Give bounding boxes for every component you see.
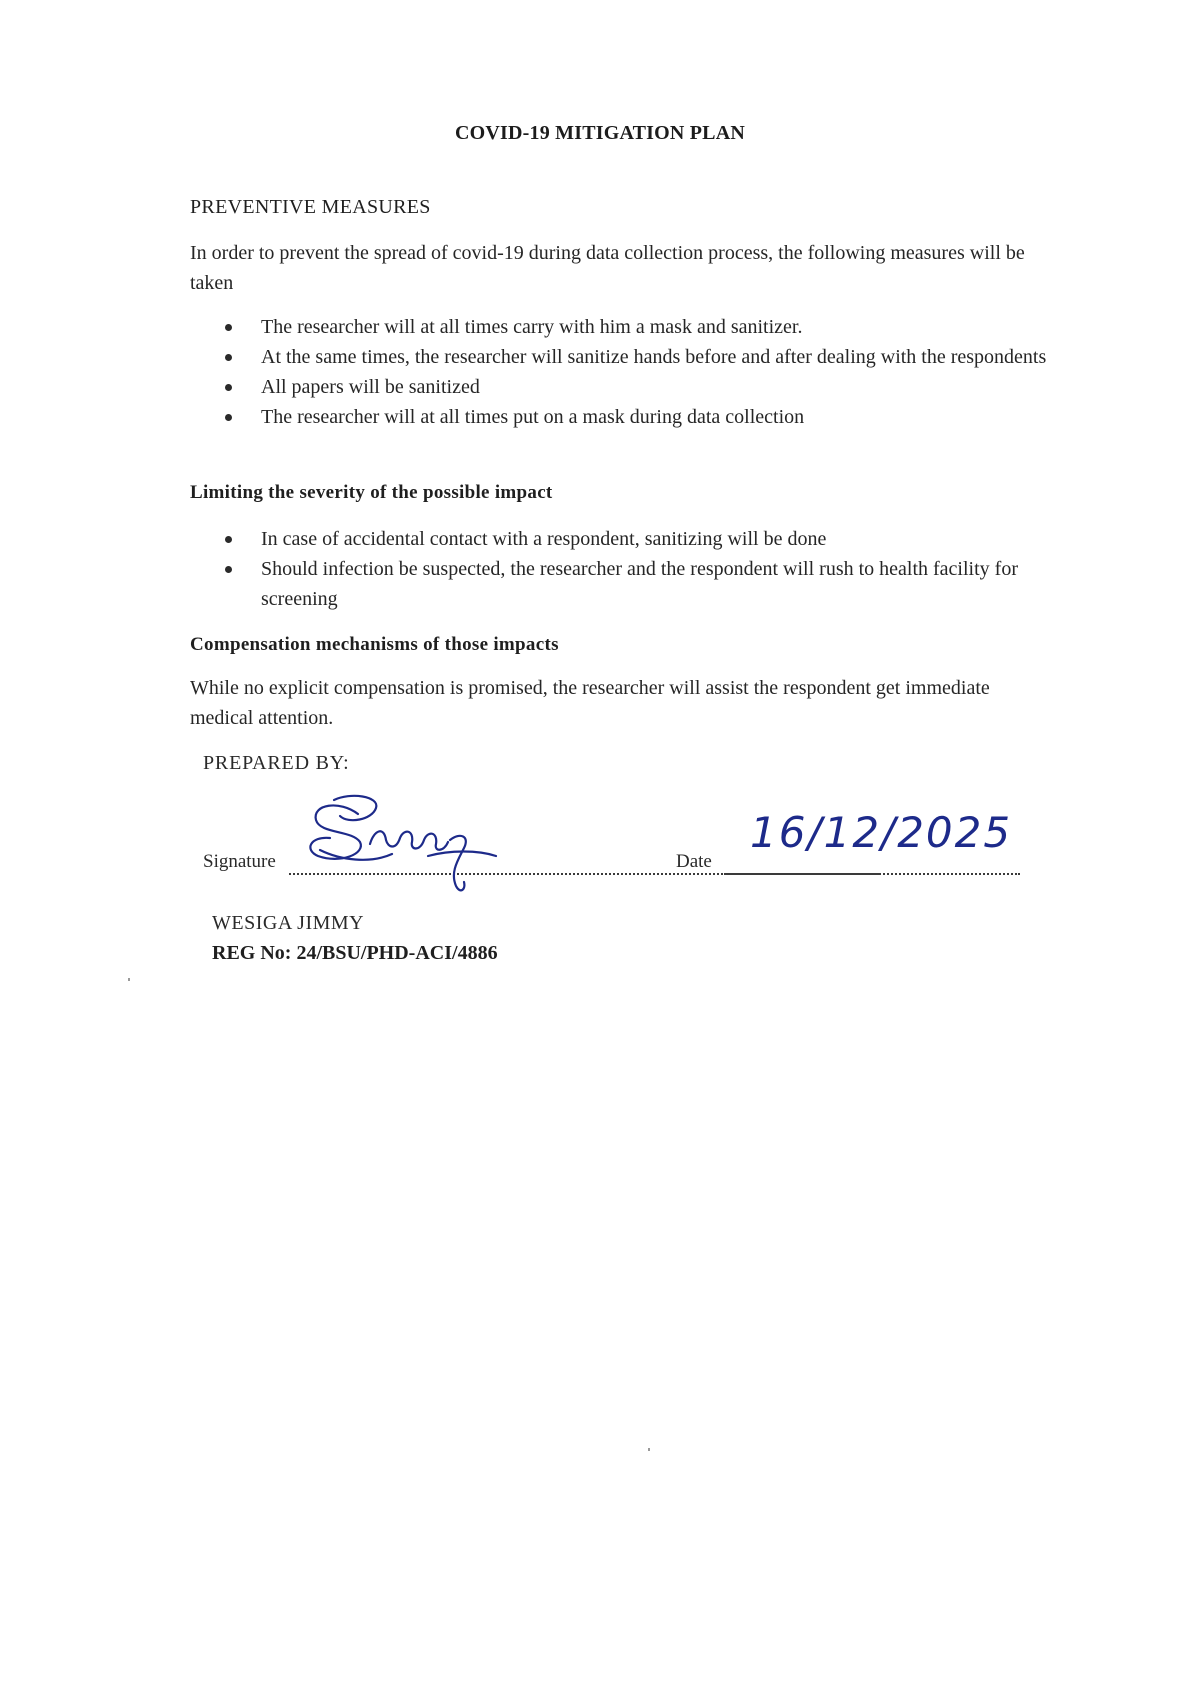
scan-speck: [648, 1448, 650, 1451]
list-item: [190, 524, 1070, 554]
list-item: [190, 554, 1070, 614]
prepared-by-label: PREPARED BY:: [203, 752, 350, 774]
bullet-icon: [225, 536, 232, 543]
compensation-heading: Compensation mechanisms of those impacts: [190, 634, 559, 655]
handwritten-signature: [300, 790, 500, 900]
limiting-severity-heading: Limiting the severity of the possible impact: [190, 482, 553, 503]
list-item-text: At the same times, the researcher will sanitize hands before and after dealing with the respondents: [261, 346, 1047, 368]
list-item-text: The researcher will at all times put on a mask during data collection: [261, 406, 805, 428]
list-item-text: Should infection be suspected, the researcher and the respondent will rush to health facility for screening: [261, 558, 1018, 610]
handwritten-date: 16/12/2025: [750, 808, 1013, 857]
bullet-icon: [225, 354, 232, 361]
registration-number: REG No: 24/BSU/PHD-ACI/4886: [212, 942, 498, 964]
bullet-icon: [225, 384, 232, 391]
list-item: [190, 402, 1070, 432]
scan-speck: [128, 978, 130, 981]
preventive-bullet-list: [190, 312, 1070, 432]
preventive-measures-heading: PREVENTIVE MEASURES: [190, 196, 431, 218]
bullet-icon: [225, 324, 232, 331]
document-title: COVID-19 MITIGATION PLAN: [455, 122, 745, 144]
limiting-bullet-list: [190, 524, 1070, 614]
compensation-paragraph: While no explicit compensation is promised, the researcher will assist the respondent get immediate medical attention.: [190, 677, 990, 729]
bullet-icon: [225, 566, 232, 573]
list-item-text: All papers will be sanitized: [261, 376, 480, 398]
list-item: [190, 372, 1070, 402]
preparer-name: WESIGA JIMMY: [212, 912, 365, 934]
date-label: Date: [676, 851, 712, 872]
signature-label: Signature: [203, 851, 276, 872]
bullet-icon: [225, 414, 232, 421]
list-item-text: The researcher will at all times carry with him a mask and sanitizer.: [261, 316, 803, 338]
preventive-intro-paragraph: In order to prevent the spread of covid-19 during data collection process, the following measures will be taken: [190, 242, 1025, 294]
list-item: [190, 312, 1070, 342]
list-item-text: In case of accidental contact with a respondent, sanitizing will be done: [261, 528, 827, 550]
list-item: [190, 342, 1070, 372]
